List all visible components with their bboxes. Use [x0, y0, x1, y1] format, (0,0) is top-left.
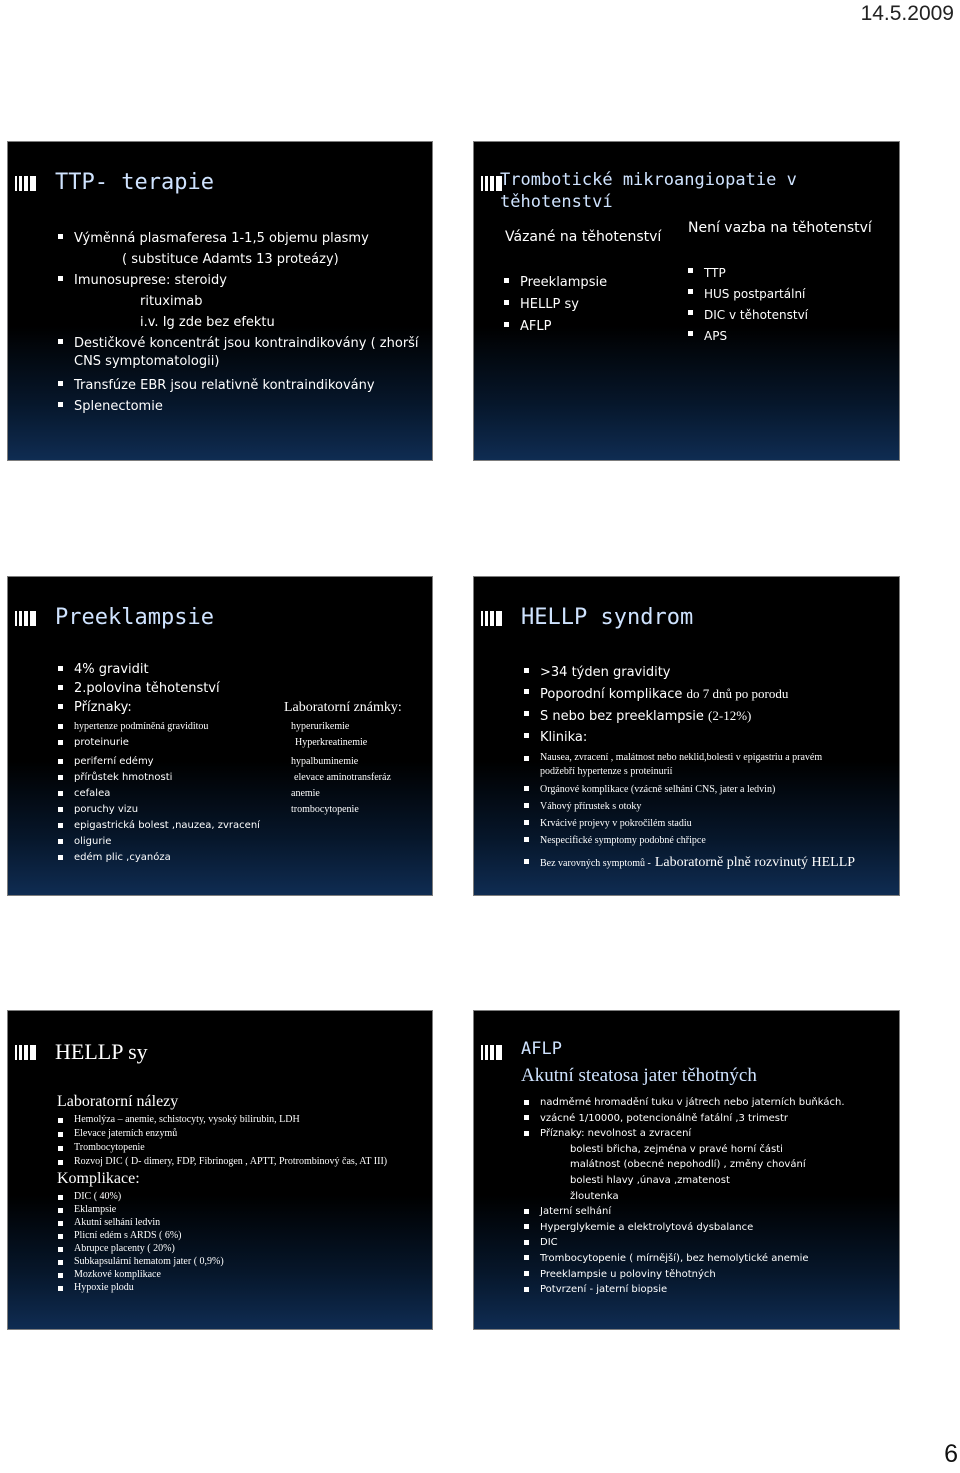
list-item-text: Bez varovných symptomů - [540, 858, 651, 869]
list-item: hypertenze podmíněná graviditou [56, 719, 260, 735]
list-item: Jaterní selhání [522, 1204, 845, 1220]
list-item: Preeklampsie u poloviny těhotných [522, 1267, 845, 1283]
list-item: žloutenka [570, 1190, 619, 1202]
list-item: 4% gravidit [56, 660, 220, 679]
list-item: vzácné 1/10000, potencionálně fatální ,3 trimestr [522, 1111, 845, 1127]
slide-title: TTP- terapie [55, 170, 214, 195]
slide-subtitle: Akutní steatosa jater těhotných [521, 1065, 757, 1086]
lab-list [291, 719, 391, 818]
list-item: HELLP sy [502, 294, 607, 316]
list-item: periferní edémy [56, 754, 260, 770]
list-item: Trombocytopenie ( mírnější), bez hemolytické anemie [522, 1251, 845, 1267]
list-item [522, 852, 855, 874]
list-item: i.v. Ig zde bez efektu [140, 315, 275, 330]
decor-bars-icon [15, 1045, 37, 1060]
slide-tma-pregnancy [473, 141, 900, 461]
slide-title: Preeklampsie [55, 605, 214, 630]
slide-hellp-sy [7, 1010, 433, 1330]
list-item-highlight: Laboratorně plně rozvinutý HELLP [654, 855, 856, 870]
list-item: DIC ( 40%) [56, 1190, 224, 1203]
complications-heading: Komplikace: [57, 1170, 140, 1187]
list-item: anemie [291, 788, 320, 799]
list-item: Transfúze EBR jsou relativně kontraindikovány [56, 375, 419, 396]
list-item: Váhový přírustek s otoky [522, 798, 855, 815]
symptom-list [56, 719, 260, 866]
slide-title: Trombotické mikroangiopatie v [500, 170, 797, 190]
list-item: Subkapsulární hematom jater ( 0,9%) [56, 1255, 224, 1268]
list-item: cefalea [56, 786, 260, 802]
list-item: trombocytopenie [291, 804, 359, 815]
decor-bars-icon [15, 176, 37, 191]
list-item: bolesti hlavy ,únava ,zmatenost [570, 1174, 730, 1186]
list-item: Výměnná plasmaferesa 1-1,5 objemu plasmy [56, 228, 419, 249]
list-item: Nespecifické symptomy podobné chřipce [522, 832, 855, 849]
list-item: Rozvoj DIC ( D- dimery, FDP, Fibrinogen , APTT, Protrombinový čas, AT III) [56, 1155, 387, 1169]
slide-ttp-therapy [7, 141, 433, 461]
list-item: Klinika: [522, 727, 855, 748]
list-item: Plicní edém s ARDS ( 6%) [56, 1229, 224, 1242]
list-item-detail: do 7 dnů po porodu [686, 686, 789, 701]
list-item: Elevace jaterních enzymů [56, 1127, 387, 1141]
list-item: Krvácivé projevy v pokročilém stadiu [522, 815, 855, 832]
list-item: Příznaky: [56, 698, 220, 717]
bullet-list [56, 228, 419, 417]
list-item: Hypoxie plodu [56, 1281, 224, 1294]
list-item: Splenectomie [56, 396, 419, 417]
list-item: Nausea, zvracení , malátnost nebo neklid,bolesti v epigastriu a pravém [522, 751, 855, 765]
decor-bars-icon [481, 1045, 503, 1060]
list-item: HUS postpartální [686, 284, 808, 305]
slide-title-line2: těhotenství [500, 192, 613, 212]
list-item: CNS symptomatologii) [74, 354, 220, 369]
decor-bars-icon [15, 611, 37, 626]
list-item: podžebří hypertenze s proteinurií [540, 766, 673, 777]
complications-list [56, 1190, 224, 1294]
list-item: 2.polovina těhotenství [56, 679, 220, 698]
list-item: AFLP [502, 316, 607, 338]
list-item: DIC [522, 1235, 845, 1251]
list-item: Imunosuprese: steroidy [56, 270, 419, 291]
list-item: Hyperglykemie a elektrolytová dysbalance [522, 1220, 845, 1236]
list-item: Destičkové koncentrát jsou kontraindikovány ( zhorší [56, 333, 419, 354]
list-item: epigastrická bolest ,nauzea, zvracení [56, 818, 260, 834]
decor-bars-icon [481, 611, 503, 626]
list-item-text: S nebo bez preeklampsie [540, 709, 704, 724]
slide-title: HELLP sy [55, 1039, 148, 1064]
list-item: >34 týden gravidity [522, 662, 855, 683]
list-item: rituximab [140, 294, 203, 309]
list-item: proteinurie [56, 735, 260, 751]
left-heading: Vázané na těhotenství [505, 229, 662, 245]
list-item: Preeklampsie [502, 272, 607, 294]
right-heading: Není vazba na těhotenství [688, 220, 872, 236]
slide-aflp [473, 1010, 900, 1330]
slide-title: HELLP syndrom [521, 605, 694, 630]
list-item: nadměrné hromadění tuku v játrech nebo jaterních buňkách. [522, 1095, 845, 1111]
bullet-list [522, 1095, 845, 1298]
bullet-list [522, 662, 855, 874]
slide-hellp-syndrome [473, 576, 900, 896]
slide-title: AFLP [521, 1039, 562, 1059]
list-item [522, 683, 855, 705]
list-item: Příznaky: nevolnost a zvracení [522, 1126, 845, 1142]
list-item: edém plic ,cyanóza [56, 850, 260, 866]
right-list [686, 263, 808, 347]
list-item: elevace aminotransferáz [294, 772, 391, 783]
list-item: malátnost (obecné nepohodlí) , změny chování [570, 1159, 806, 1171]
page-number: 6 [944, 1440, 958, 1468]
list-item: DIC v těhotenství [686, 305, 808, 326]
list-item [522, 705, 855, 727]
list-item: oligurie [56, 834, 260, 850]
list-item: Abrupce placenty ( 20%) [56, 1242, 224, 1255]
list-item: bolesti břicha, zejména v pravé horní části [570, 1143, 783, 1155]
list-item: přírůstek hmotnosti [56, 770, 260, 786]
lab-heading: Laboratorní známky: [284, 700, 402, 715]
list-item: Potvrzení - jaterní biopsie [522, 1282, 845, 1298]
lab-list [56, 1113, 387, 1169]
list-item: Hyperkreatinemie [295, 737, 368, 748]
list-item: TTP [686, 263, 808, 284]
list-item: APS [686, 326, 808, 347]
list-item: Trombocytopenie [56, 1141, 387, 1155]
slide-preeclampsia [7, 576, 433, 896]
list-item: Hemolýza – anemie, schistocyty, vysoký bilirubin, LDH [56, 1113, 387, 1127]
list-item: hypalbuminemie [291, 756, 359, 767]
list-item: Mozkové komplikace [56, 1268, 224, 1281]
lab-heading: Laboratorní nálezy [57, 1093, 179, 1110]
header-date: 14.5.2009 [860, 2, 954, 25]
list-item: Eklampsie [56, 1203, 224, 1216]
list-item-text: Poporodní komplikace [540, 687, 683, 702]
intro-list [56, 660, 220, 717]
list-item-detail: (2-12%) [708, 708, 752, 723]
list-item: Orgánové komplikace (vzácně selhání CNS, jater a ledvin) [522, 781, 855, 798]
list-item: ( substituce Adamts 13 proteázy) [122, 252, 339, 267]
left-list [502, 272, 607, 338]
list-item: hyperurikemie [291, 721, 350, 732]
list-item: Akutní selhání ledvin [56, 1216, 224, 1229]
list-item: poruchy vizu [56, 802, 260, 818]
